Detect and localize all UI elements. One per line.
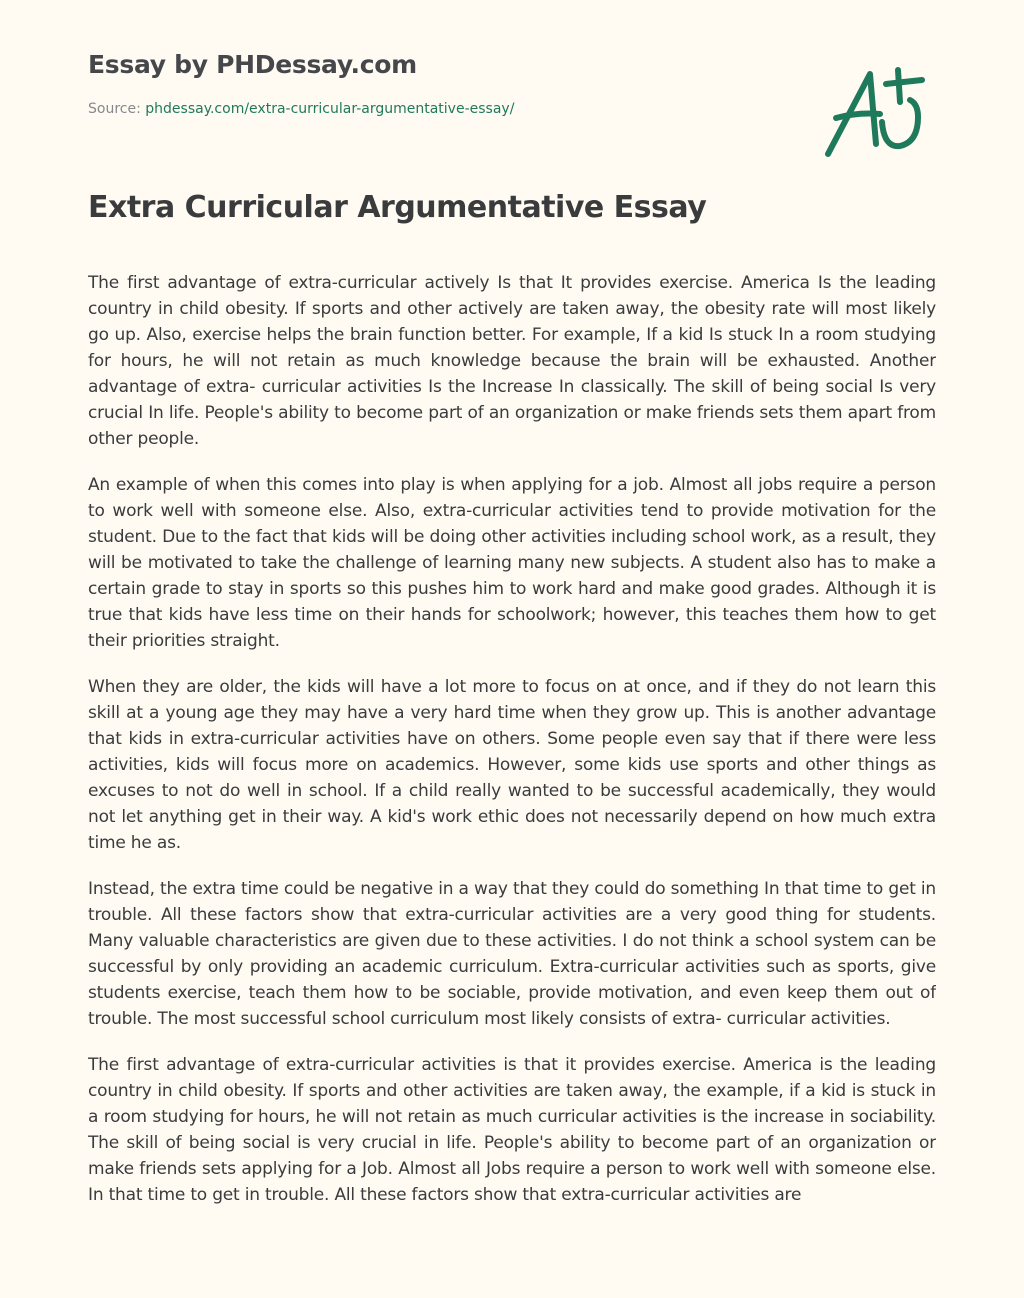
essay-paragraph: The first advantage of extra-curricular actively Is that It provides exercise. America Is the leading country in child obesity. If sports and other actively are taken away, the obesity rate will most likely go up. Also, exercise helps the brain function better. For example, If a kid Is stuck In a room studying for hours, he will not retain as much knowledge because the brain will be exhausted. Another advantage of extra- curricular activities Is the Increase In classically. The skill of being social Is very crucial In life. People's ability to become part of an organization or make friends sets them apart from other people.: [88, 273, 936, 449]
essay-paragraph: Instead, the extra time could be negative in a way that they could do something In that time to get in trouble. All these factors show that extra-curricular activities are a very good thing for students. Many valuable characteristics are given due to these activities. I do not think a school system can be successful by only providing an academic curriculum. Extra-curricular activities such as sports, give students exercise, teach them how to be sociable, provide motivation, and even keep them out of trouble. The most successful school curriculum most likely consists of extra- curricular activities.: [88, 879, 936, 1029]
essay-body: [88, 270, 936, 1250]
a-plus-logo-icon: [818, 62, 930, 162]
source-line: [88, 101, 514, 117]
essay-paragraph: The first advantage of extra-curricular activities is that it provides exercise. America is the leading country in child obesity. If sports and other activities are taken away, the example, if a kid is stuck in a room studying for hours, he will not retain as much curricular activities is the increase in sociability. The skill of being social is very crucial in life. People's ability to become part of an organization or make friends sets applying for a Job. Almost all Jobs require a person to work well with someone else. In that time to get in trouble. All these factors show that extra-curricular activities are: [88, 1055, 936, 1205]
essay-paragraph: When they are older, the kids will have a lot more to focus on at once, and if they do not learn this skill at a young age they may have a very hard time when they grow up. This is another advantage that kids in extra-curricular activities have on others. Some people even say that if there were less activities, kids will focus more on academics. However, some kids use sports and other things as excuses to not do well in school. If a child really wanted to be successful academically, they would not let anything get in their way. A kid's work ethic does not necessarily depend on how much extra time he as.: [88, 677, 936, 853]
essay-paragraph: An example of when this comes into play is when applying for a job. Almost all jobs require a person to work well with someone else. Also, extra-curricular activities tend to provide motivation for the student. Due to the fact that kids will be doing other activities including school work, as a result, they will be motivated to take the challenge of learning many new subjects. A student also has to make a certain grade to stay in sports so this pushes him to work hard and make good grades. Although it is true that kids have less time on their hands for schoolwork; however, this teaches them how to get their priorities straight.: [88, 475, 936, 651]
source-label: Source:: [88, 101, 141, 117]
essay-title: Extra Curricular Argumentative Essay: [88, 190, 707, 225]
site-brand: Essay by PHDessay.com: [88, 50, 417, 79]
source-link[interactable]: phdessay.com/extra-curricular-argumentative-essay/: [145, 101, 515, 117]
